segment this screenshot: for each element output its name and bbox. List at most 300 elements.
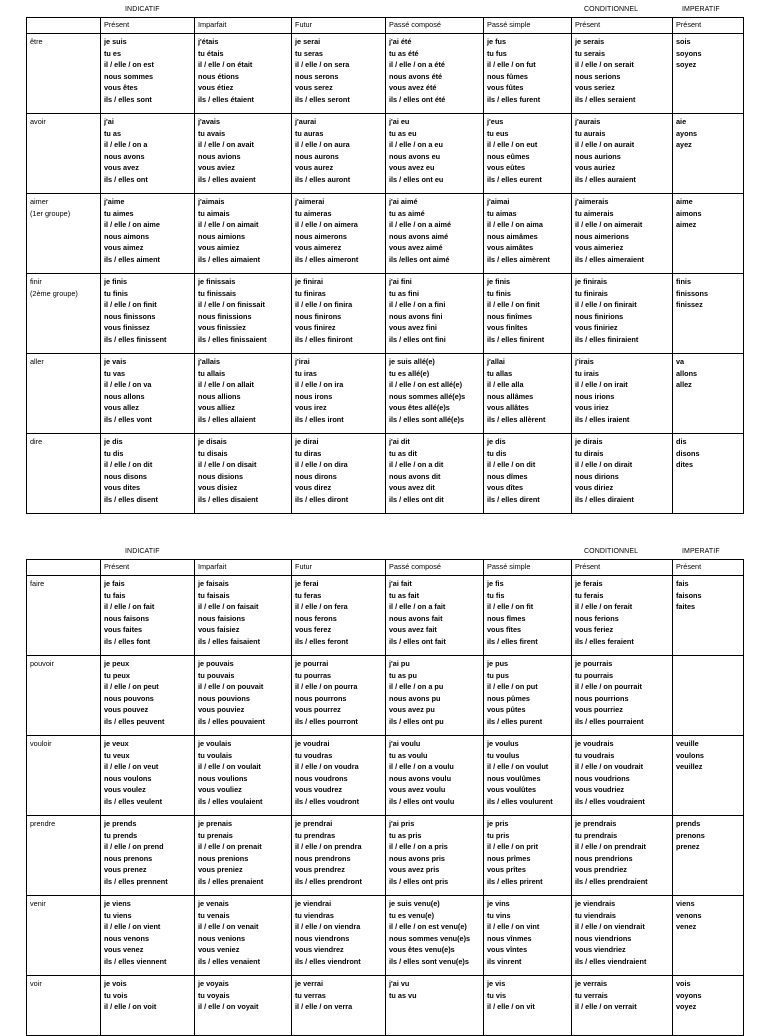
conjugation-form: ils / elles allèrent	[487, 414, 546, 424]
conjugation-form: nous dirions	[575, 471, 619, 481]
conjugation-form: il / elle / on finirait	[575, 300, 637, 310]
conjugation-form: tu viendrais	[575, 910, 616, 920]
conjugation-form: il / elle / on prit	[487, 842, 539, 852]
conjugation-form: nous allons	[104, 391, 145, 401]
conjugation-form: je vis	[487, 979, 506, 988]
conjugation-form: tu voulus	[487, 750, 520, 760]
conjugation-form: faisons	[676, 590, 702, 600]
conjugation-form: tu as voulu	[389, 750, 428, 760]
conjugation-form: nous prendrons	[295, 853, 351, 863]
conjugation-form: je pourrai	[295, 659, 329, 668]
conjugation-form: il / elle / on veut	[104, 762, 159, 772]
conjugation-form: tu faisais	[198, 590, 230, 600]
conjugation-cell	[386, 34, 484, 114]
conjugation-form: je faisais	[198, 579, 229, 588]
conjugation-form: nous finirons	[295, 311, 342, 321]
conjugation-form: il / elle / on aimait	[198, 220, 259, 230]
conjugation-form: il / elle / on a eu	[389, 140, 443, 150]
conjugation-cell	[101, 576, 195, 656]
conjugation-form: vous vouliez	[198, 785, 242, 795]
conjugation-form: nous avions	[198, 151, 241, 161]
verb-name	[27, 114, 101, 194]
conjugation-form: vous pouvez	[104, 705, 149, 715]
conjugation-form: il / elle / on prend	[104, 842, 164, 852]
conjugation-form: nous aimâmes	[487, 231, 538, 241]
conjugation-cell	[101, 114, 195, 194]
conjugation-form: j'ai dit	[389, 437, 410, 446]
column-header	[27, 18, 101, 34]
verb-name	[27, 274, 101, 354]
conjugation-form: aie	[676, 117, 687, 126]
conjugation-form: nous eûmes	[487, 151, 530, 161]
conjugation-form: vous prendriez	[575, 865, 627, 875]
conjugation-form: tu aimerais	[575, 208, 614, 218]
conjugation-form: il / elle / on dira	[295, 460, 348, 470]
conjugation-form: tu voulais	[198, 750, 233, 760]
conjugation-form: je disais	[198, 437, 227, 446]
conjugation-form: vous venez	[104, 945, 144, 955]
conjugation-cell	[195, 274, 292, 354]
conjugation-form: ils / elles aimaient	[198, 254, 261, 264]
conjugation-form: vous avez pu	[389, 705, 435, 715]
conjugation-form: il / elle / on est venu(e)	[389, 922, 467, 932]
conjugation-form: ils / elles viennent	[104, 956, 167, 966]
conjugation-cell	[484, 194, 572, 274]
conjugation-form: vous faisiez	[198, 625, 240, 635]
conjugation-form: nous avons pu	[389, 693, 441, 703]
conjugation-form: j'ai pu	[389, 659, 410, 668]
conjugation-form: il / elle / on a fini	[389, 300, 446, 310]
column-header: Passé simple	[484, 560, 572, 576]
conjugation-table-1	[26, 17, 744, 514]
conjugation-form: je fis	[487, 579, 504, 588]
conjugation-form: tu disais	[198, 448, 228, 458]
conjugation-form: ils / elles allaient	[198, 414, 256, 424]
conjugation-form: je prendrais	[575, 819, 617, 828]
conjugation-form: tu fais	[104, 590, 126, 600]
conjugation-form: j'aimai	[487, 197, 510, 206]
conjugation-form: il / elle / on disait	[198, 460, 257, 470]
conjugation-form: j'aimais	[198, 197, 225, 206]
conjugation-form: vous diriez	[575, 483, 614, 493]
conjugation-form: tu voyais	[198, 990, 230, 1000]
verb-name	[27, 656, 101, 736]
conjugation-cell	[673, 354, 744, 434]
conjugation-form: vous aimâtes	[487, 243, 534, 253]
conjugation-form: tu as aimé	[389, 208, 425, 218]
conjugation-form: vous aimerez	[295, 243, 342, 253]
header-row	[27, 560, 744, 576]
conjugation-cell	[292, 976, 386, 1036]
conjugation-cell	[292, 816, 386, 896]
conjugation-form: nous finîmes	[487, 311, 533, 321]
conjugation-form: ils / elles sont venu(e)s	[389, 956, 469, 966]
conjugation-cell	[572, 976, 673, 1036]
conjugation-form: je pris	[487, 819, 509, 828]
conjugation-form: il / elle alla	[487, 380, 524, 390]
conjugation-form: nous aurons	[295, 151, 339, 161]
conjugation-form: j'étais	[198, 37, 219, 46]
verb-row	[27, 816, 744, 896]
conjugation-form: vous irez	[295, 403, 327, 413]
conjugation-cell	[673, 34, 744, 114]
conjugation-cell	[292, 656, 386, 736]
conjugation-form: ils / elles iront	[295, 414, 344, 424]
conjugation-form: j'ai fini	[389, 277, 412, 286]
conjugation-form: il / elle / on a dit	[389, 460, 444, 470]
column-header: Présent	[572, 560, 673, 576]
conjugation-cell	[673, 896, 744, 976]
conjugation-form: il / elle / on est	[104, 60, 154, 70]
conjugation-form: il / elle / on viendra	[295, 922, 361, 932]
conjugation-form: nous disions	[198, 471, 243, 481]
conjugation-cell	[101, 354, 195, 434]
conjugation-cell	[572, 354, 673, 434]
conjugation-cell	[572, 576, 673, 656]
conjugation-form: ayons	[676, 128, 698, 138]
conjugation-form: il / elle / on a pu	[389, 682, 444, 692]
column-header: Imparfait	[195, 560, 292, 576]
conjugation-form: tu feras	[295, 590, 322, 600]
conjugation-form: ils / elles diront	[295, 494, 349, 504]
conjugation-form: je suis venu(e)	[389, 899, 440, 908]
conjugation-form: vous finissiez	[198, 323, 246, 333]
conjugation-form: nous sommes allé(e)s	[389, 391, 466, 401]
conjugation-form: vous aimez	[104, 243, 144, 253]
conjugation-form: il / elle / on aurait	[575, 140, 635, 150]
conjugation-form: ils / elles voudront	[295, 796, 360, 806]
conjugation-form: ils / elles veulent	[104, 796, 162, 806]
conjugation-form: je finis	[487, 277, 511, 286]
conjugation-form: aimez	[676, 220, 697, 230]
conjugation-form: nous allâmes	[487, 391, 534, 401]
conjugation-form: il / elle / on verra	[295, 1002, 353, 1012]
conjugation-form: vous seriez	[575, 83, 615, 93]
conjugation-form: je veux	[104, 739, 129, 748]
conjugation-form: tu vis	[487, 990, 507, 1000]
conjugation-form: nous viendrions	[575, 933, 632, 943]
conjugation-form: il / elle / on finit	[104, 300, 157, 310]
conjugation-form: je prenais	[198, 819, 233, 828]
conjugation-form: nous ferons	[295, 613, 337, 623]
conjugation-cell	[195, 34, 292, 114]
conjugation-form: vous pourrez	[295, 705, 341, 715]
verb-name	[27, 816, 101, 896]
conjugation-form: ils / elles feraient	[575, 636, 634, 646]
conjugation-form: vous veniez	[198, 945, 240, 955]
conjugation-form: ils / elles finiront	[295, 334, 353, 344]
conjugation-form: viens	[676, 899, 695, 908]
conjugation-form: il / elle / on finissait	[198, 300, 265, 310]
conjugation-form: voyons	[676, 990, 702, 1000]
conjugation-form: je pus	[487, 659, 509, 668]
conjugation-form: nous aurions	[575, 151, 621, 161]
conjugation-form: tu verras	[295, 990, 326, 1000]
conjugation-form: nous prenions	[198, 853, 249, 863]
conjugation-form: tu vins	[487, 910, 511, 920]
header-row	[27, 18, 744, 34]
conjugation-form: venez	[676, 922, 697, 932]
mood-label-imperatif: IMPERATIF	[682, 6, 720, 13]
conjugation-form: vous êtes venu(e)s	[389, 945, 455, 955]
conjugation-form: tu allais	[198, 368, 226, 378]
conjugation-form: tu prends	[104, 830, 138, 840]
conjugation-form: nous venons	[104, 933, 150, 943]
conjugation-form: vous viendriez	[575, 945, 626, 955]
conjugation-form: je voyais	[198, 979, 229, 988]
conjugation-form: il / elle / on irait	[575, 380, 628, 390]
conjugation-form: ils / elles sont allé(e)s	[389, 414, 465, 424]
conjugation-form: nous pouvions	[198, 693, 250, 703]
conjugation-form: tu prendrais	[575, 830, 618, 840]
verb-name-line: dire	[30, 437, 43, 446]
conjugation-form: je voulais	[198, 739, 232, 748]
conjugation-form: il / elle / on a	[104, 140, 148, 150]
conjugation-form: je verrais	[575, 979, 608, 988]
conjugation-form: je voudrais	[575, 739, 614, 748]
conjugation-form: ils / elles étaient	[198, 94, 254, 104]
conjugation-form: tu finis	[487, 288, 511, 298]
verb-row	[27, 656, 744, 736]
conjugation-cell	[292, 896, 386, 976]
verb-row	[27, 736, 744, 816]
conjugation-form: tu venais	[198, 910, 230, 920]
conjugation-form: nous aimons	[104, 231, 150, 241]
conjugation-form: vous voudriez	[575, 785, 625, 795]
conjugation-form: vous aviez	[198, 163, 235, 173]
conjugation-form: il / elle / on pourra	[295, 682, 358, 692]
conjugation-form: il / elle / on finira	[295, 300, 353, 310]
conjugation-form: il / elle / on viendrait	[575, 922, 645, 932]
verb-name-line: prendre	[30, 819, 56, 828]
conjugation-cell	[386, 194, 484, 274]
conjugation-form: j'aime	[104, 197, 125, 206]
conjugation-form: il / elle / on a été	[389, 60, 445, 70]
conjugation-cell	[572, 34, 673, 114]
verb-name-line: vouloir	[30, 739, 52, 748]
conjugation-form: je serais	[575, 37, 605, 46]
verb-name	[27, 896, 101, 976]
conjugation-form: j'allais	[198, 357, 221, 366]
verb-row	[27, 354, 744, 434]
conjugation-form: nous avons eu	[389, 151, 441, 161]
conjugation-form: il / elle / on est allé(e)	[389, 380, 462, 390]
conjugation-form: nous voudrions	[575, 773, 630, 783]
conjugation-form: ils / elles ont été	[389, 94, 446, 104]
conjugation-form: finis	[676, 277, 691, 286]
conjugation-form: je prends	[104, 819, 137, 828]
conjugation-form: aimons	[676, 208, 702, 218]
conjugation-form: il / elle / on pouvait	[198, 682, 264, 692]
conjugation-form: ils / elles prennent	[104, 876, 168, 886]
conjugation-form: je venais	[198, 899, 229, 908]
conjugation-form: vous aimeriez	[575, 243, 624, 253]
conjugation-form: tu pris	[487, 830, 510, 840]
conjugation-form: je dirais	[575, 437, 603, 446]
conjugation-form: vous pûtes	[487, 705, 526, 715]
verb-name	[27, 354, 101, 434]
conjugation-form: je prendrai	[295, 819, 333, 828]
conjugation-form: vous avez	[104, 163, 139, 173]
conjugation-form: vous dîtes	[487, 483, 524, 493]
conjugation-form: ils / elles auront	[295, 174, 351, 184]
conjugation-form: je fus	[487, 37, 507, 46]
conjugation-form: je vois	[104, 979, 127, 988]
conjugation-form: nous prendrions	[575, 853, 633, 863]
conjugation-cell	[195, 816, 292, 896]
conjugation-cell	[386, 976, 484, 1036]
conjugation-form: tu auras	[295, 128, 324, 138]
conjugation-form: nous pourrions	[575, 693, 629, 703]
conjugation-cell	[386, 896, 484, 976]
conjugation-form: vous prendrez	[295, 865, 345, 875]
conjugation-form: ils / elles dirent	[487, 494, 540, 504]
verb-row	[27, 274, 744, 354]
conjugation-cell	[484, 354, 572, 434]
conjugation-form: tu diras	[295, 448, 322, 458]
conjugation-form: nous pûmes	[487, 693, 530, 703]
column-header: Futur	[292, 18, 386, 34]
conjugation-form: nous voulons	[104, 773, 152, 783]
conjugation-form: tu as fait	[389, 590, 420, 600]
conjugation-form: tu irais	[575, 368, 599, 378]
verb-name-line: (1er groupe)	[30, 208, 71, 218]
conjugation-form: ils / elles ont fait	[389, 636, 446, 646]
conjugation-form: il / elle / on vit	[487, 1002, 535, 1012]
conjugation-form: tu dirais	[575, 448, 604, 458]
conjugation-form: venons	[676, 910, 702, 920]
conjugation-form: nous avons aimé	[389, 231, 449, 241]
conjugation-form: ils / elles viendraient	[575, 956, 647, 966]
verb-name	[27, 194, 101, 274]
conjugation-cell	[673, 736, 744, 816]
conjugation-cell	[386, 656, 484, 736]
conjugation-form: ils / elles disent	[104, 494, 158, 504]
verb-name	[27, 34, 101, 114]
conjugation-form: ils / elles finissent	[104, 334, 167, 344]
conjugation-cell	[195, 576, 292, 656]
verb-row	[27, 34, 744, 114]
conjugation-form: il / elle / on fera	[295, 602, 348, 612]
conjugation-form: disons	[676, 448, 700, 458]
conjugation-form: je finis	[104, 277, 128, 286]
conjugation-form: je vins	[487, 899, 510, 908]
verb-name-line: faire	[30, 579, 45, 588]
verb-name-line: être	[30, 37, 43, 46]
conjugation-form: vous avez dit	[389, 483, 435, 493]
conjugation-cell	[195, 354, 292, 434]
conjugation-form: vous dites	[104, 483, 141, 493]
conjugation-form: tu ferais	[575, 590, 604, 600]
conjugation-cell	[386, 816, 484, 896]
conjugation-form: nous irions	[575, 391, 615, 401]
conjugation-form: ils / elles aimeront	[295, 254, 359, 264]
conjugation-cell	[195, 656, 292, 736]
conjugation-cell	[484, 976, 572, 1036]
verb-name-line: aimer	[30, 197, 49, 206]
conjugation-cell	[101, 736, 195, 816]
conjugation-form: finissez	[676, 300, 703, 310]
conjugation-cell	[673, 576, 744, 656]
conjugation-form: ils / elles aimeraient	[575, 254, 644, 264]
conjugation-form: tu as eu	[389, 128, 417, 138]
conjugation-cell	[292, 194, 386, 274]
conjugation-form: vous preniez	[198, 865, 243, 875]
verb-row	[27, 896, 744, 976]
conjugation-form: ils / elles diraient	[575, 494, 634, 504]
conjugation-form: vous pouviez	[198, 705, 245, 715]
conjugation-form: tu étais	[198, 48, 224, 58]
conjugation-form: il / elle / on fut	[487, 60, 536, 70]
conjugation-form: je viendrais	[575, 899, 616, 908]
conjugation-form: tu pus	[487, 670, 509, 680]
conjugation-form: je pouvais	[198, 659, 234, 668]
conjugation-cell	[673, 114, 744, 194]
conjugation-form: il / elle / on vint	[487, 922, 540, 932]
conjugation-cell	[572, 274, 673, 354]
conjugation-form: tu avais	[198, 128, 226, 138]
column-header: Présent	[101, 18, 195, 34]
conjugation-form: il / elle / on fit	[487, 602, 534, 612]
conjugation-form: tu pourrais	[575, 670, 614, 680]
conjugation-cell	[101, 816, 195, 896]
conjugation-form: soyez	[676, 60, 697, 70]
conjugation-form: nous fîmes	[487, 613, 526, 623]
conjugation-form: ils / elles firent	[487, 636, 538, 646]
conjugation-form: vous avez fini	[389, 323, 437, 333]
conjugation-form: il / elle / on prendrait	[575, 842, 646, 852]
column-header: Futur	[292, 560, 386, 576]
conjugation-form: ils / elles ont	[104, 174, 148, 184]
conjugation-form: tu veux	[104, 750, 130, 760]
conjugation-form: ils / elles ont voulu	[389, 796, 455, 806]
conjugation-form: je dirai	[295, 437, 319, 446]
conjugation-form: il / elle / on dirait	[575, 460, 633, 470]
conjugation-form: tu viendras	[295, 910, 334, 920]
conjugation-form: soyons	[676, 48, 702, 58]
conjugation-form: tu voudras	[295, 750, 333, 760]
conjugation-form: nous avons voulu	[389, 773, 452, 783]
conjugation-form: il / elle / on aimera	[295, 220, 358, 230]
verb-name-line: venir	[30, 899, 46, 908]
conjugation-form: tu as vu	[389, 990, 417, 1000]
conjugation-cell	[386, 576, 484, 656]
conjugation-cell	[484, 816, 572, 896]
conjugation-form: dites	[676, 460, 694, 470]
conjugation-cell	[484, 576, 572, 656]
conjugation-form: il / elle / on verrait	[575, 1002, 637, 1012]
verb-row	[27, 976, 744, 1036]
conjugation-form: ils / elles finiraient	[575, 334, 639, 344]
conjugation-form: j'ai vu	[389, 979, 410, 988]
conjugation-form: ils / elles auraient	[575, 174, 636, 184]
conjugation-cell	[195, 114, 292, 194]
conjugation-form: va	[676, 357, 685, 366]
conjugation-form: tu pourras	[295, 670, 332, 680]
conjugation-form: vous disiez	[198, 483, 238, 493]
conjugation-form: tu aimeras	[295, 208, 332, 218]
conjugation-form: vous allez	[104, 403, 139, 413]
conjugation-form: ils / elles faisaient	[198, 636, 261, 646]
conjugation-form: il / elle / on prendra	[295, 842, 362, 852]
column-header: Passé composé	[386, 560, 484, 576]
conjugation-form: prends	[676, 819, 701, 828]
conjugation-form: je dis	[487, 437, 506, 446]
conjugation-form: tu iras	[295, 368, 317, 378]
conjugation-cell	[572, 896, 673, 976]
conjugation-cell	[195, 736, 292, 816]
conjugation-form: vous faites	[104, 625, 143, 635]
